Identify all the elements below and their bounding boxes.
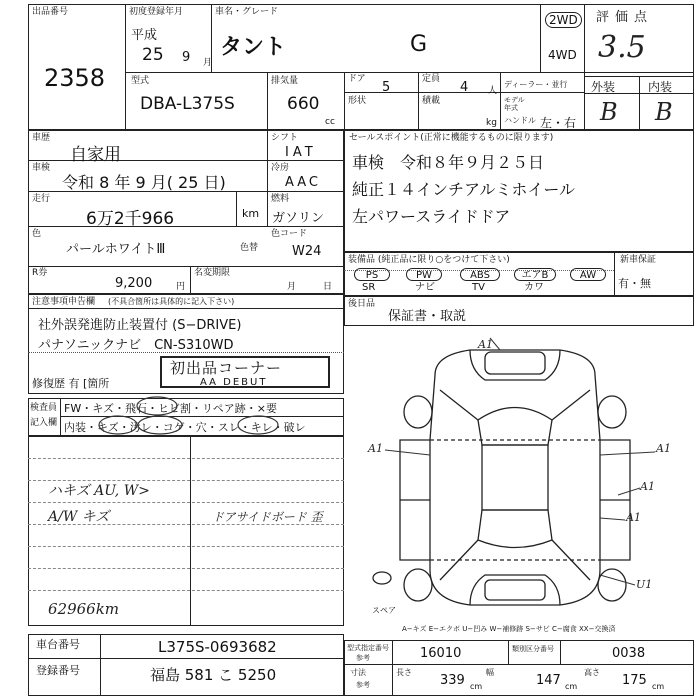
notes-label: 注意事項申告欄 — [32, 297, 96, 307]
steering-value: 左・右 — [540, 116, 577, 130]
inspection-label: 車検 — [32, 163, 51, 173]
capacity-label: 定員 — [422, 74, 441, 84]
mark-a1-right-door: A1 — [640, 480, 655, 493]
lot-label: 出品番号 — [32, 7, 69, 17]
capacity-value: 4 — [460, 80, 469, 95]
sales-point-1: 車検 令和８年９月２５日 — [352, 153, 545, 172]
equip-abs: ABS — [460, 268, 500, 281]
check-row-interior: 内装・キズ・汚レ・コゲ・穴・スレ・キレ・破レ — [64, 421, 306, 434]
equip-pw: PW — [406, 268, 442, 281]
color-value: パールホワイトⅢ — [66, 242, 166, 257]
history-value: 自家用 — [70, 145, 121, 165]
warranty-value: 有・無 — [618, 277, 651, 290]
dim-length: 339 — [440, 673, 465, 688]
plate-value: 福島 581 こ 5250 — [150, 666, 277, 684]
plate-label: 登録番号 — [36, 664, 80, 677]
score-value: 3.5 — [598, 30, 646, 65]
handwritten-mileage: 62966km — [48, 600, 120, 618]
history-label: 車歴 — [32, 133, 51, 143]
lot-number: 2358 — [44, 64, 106, 92]
mark-a1-left: A1 — [368, 442, 383, 455]
registration-year: 25 — [142, 45, 164, 65]
sales-point-3: 左パワースライドドア — [352, 207, 511, 226]
note-line-1: 社外誤発進防止装置付 (S−DRIVE) — [38, 318, 242, 333]
mileage-label: 走行 — [32, 194, 51, 204]
mark-a1-front: A1 — [478, 338, 493, 351]
type-label: 型式 — [131, 76, 150, 86]
registration-month: 9 — [182, 50, 191, 65]
mark-a1-right: A1 — [656, 442, 671, 455]
sales-points-label: セールスポイント(正常に機能するものに限ります) — [349, 133, 554, 143]
model-label: 車名・グレード — [215, 7, 279, 17]
fuel-value: ガソリン — [272, 211, 325, 226]
warranty-label: 新車保証 — [620, 255, 657, 265]
mileage-value: 6万2千966 — [86, 209, 175, 229]
interior-label: 内装 — [648, 80, 673, 94]
repair-label: 修復歴 有 [箇所 — [32, 377, 110, 390]
chassis-value: L375S-0693682 — [158, 638, 277, 656]
recycle-value: 9,200 — [115, 276, 153, 291]
recycle-label: R券 — [32, 268, 48, 278]
score-label: 評価点 — [596, 10, 654, 25]
drive-2wd: 2WD — [545, 12, 582, 28]
registration-label: 初度登録年月 — [129, 7, 184, 17]
exterior-label: 外装 — [591, 80, 616, 94]
ac-value: AAC — [285, 175, 321, 190]
equipment-label: 装備品 (純正品に限り○をつけて下さい) — [348, 255, 510, 265]
sales-point-2: 純正１４インチアルミホイール — [352, 180, 576, 199]
interior-grade: B — [655, 98, 673, 126]
dim-height: 175 — [622, 673, 647, 688]
spec-number: 16010 — [420, 646, 462, 661]
dealer-label: ディーラー・並行 — [504, 80, 568, 89]
note-line-2: パナソニックナビ CN-S310WD — [38, 338, 234, 353]
displacement-value: 660 — [287, 94, 320, 114]
drive-4wd: 4WD — [548, 48, 577, 62]
doors-value: 5 — [382, 80, 391, 95]
after-docs-value: 保証書・取説 — [388, 309, 467, 324]
color-label: 色 — [32, 229, 42, 239]
model-name: タント — [220, 35, 287, 60]
equip-airbag: エアB — [514, 268, 556, 281]
mark-a1-right-rear: A1 — [626, 511, 641, 524]
class-number: 0038 — [612, 646, 646, 661]
ac-label: 冷房 — [271, 163, 290, 173]
color-code: W24 — [292, 244, 322, 259]
load-label: 積載 — [422, 96, 441, 106]
spare-label: スペア — [372, 606, 396, 615]
exterior-grade: B — [600, 98, 618, 126]
shift-label: シフト — [271, 133, 299, 143]
damage-legend: A−キズ E−エクボ U−凹み W−補修跡 S−サビ C−腐食 XX−交換済 — [402, 625, 616, 633]
model-grade: G — [410, 32, 428, 57]
inspection-value: 令和 8 年 9 月( 25 日) — [62, 173, 226, 192]
type-value: DBA-L375S — [140, 94, 235, 114]
chassis-label: 車台番号 — [36, 638, 80, 651]
handwritten-line-2: A/W キズ — [48, 509, 110, 525]
equip-ps: PS — [354, 268, 390, 281]
displacement-label: 排気量 — [271, 76, 299, 86]
after-docs-label: 後日品 — [348, 299, 376, 309]
shape-label: 形状 — [348, 96, 367, 106]
mark-u1-rear: U1 — [636, 578, 653, 591]
equip-aw: AW — [570, 268, 606, 281]
shift-value: IAT — [285, 145, 317, 160]
dim-width: 147 — [536, 673, 561, 688]
fuel-label: 燃料 — [271, 194, 290, 204]
name-change-label: 名変期限 — [194, 268, 231, 278]
handwritten-line-3: ドアサイドボード 歪 — [212, 510, 323, 524]
doors-label: ドア — [348, 74, 366, 84]
check-row-exterior: FW・キズ・飛石・ヒビ割・リペア跡・×要 — [64, 402, 277, 415]
handwritten-line-1: ハキズ AU, W> — [48, 483, 150, 499]
